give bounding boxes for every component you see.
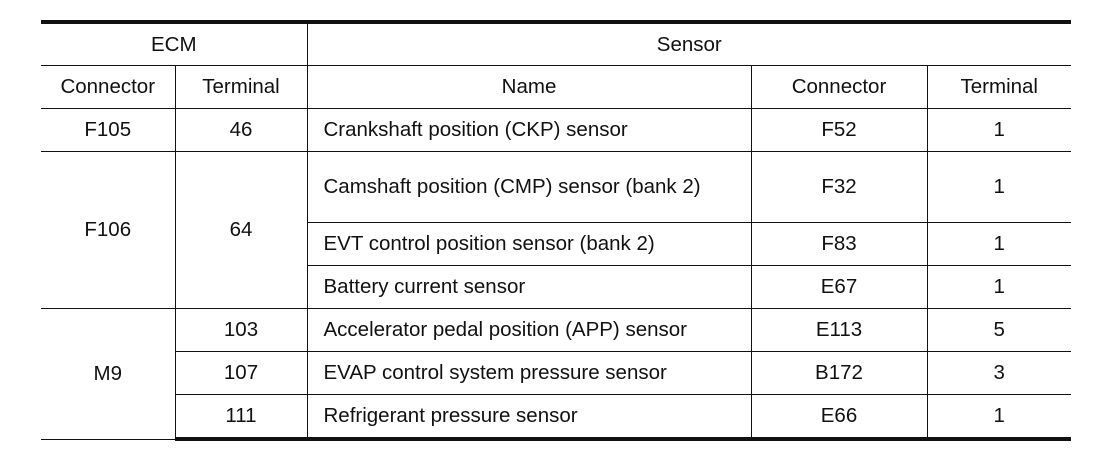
sensor-connector-header: Connector	[751, 66, 927, 109]
ecm-sensor-connection-table	[41, 20, 1071, 441]
sensor-name-cell: Crankshaft position (CKP) sensor	[307, 109, 751, 152]
sensor-connector-cell: B172	[751, 352, 927, 395]
sensor-name-cell: Refrigerant pressure sensor	[307, 395, 751, 440]
sensor-name-cell: Accelerator pedal position (APP) sensor	[307, 309, 751, 352]
sensor-terminal-cell: 1	[927, 109, 1071, 152]
sensor-name-header: Name	[307, 66, 751, 109]
table-row	[41, 309, 1071, 352]
ecm-connector-cell: F105	[41, 109, 175, 152]
ecm-connector-cell: F106	[41, 152, 175, 309]
ecm-group-header: ECM	[41, 22, 307, 66]
sensor-terminal-cell: 1	[927, 152, 1071, 223]
table-row	[41, 152, 1071, 223]
ecm-terminal-cell: 46	[175, 109, 307, 152]
table-row	[41, 109, 1071, 152]
sensor-connector-cell: F83	[751, 223, 927, 266]
sensor-connector-cell: E67	[751, 266, 927, 309]
table-row	[41, 395, 1071, 440]
sensor-connector-cell: E66	[751, 395, 927, 440]
sensor-name-cell: EVAP control system pressure sensor	[307, 352, 751, 395]
sensor-terminal-cell: 3	[927, 352, 1071, 395]
sensor-connector-cell: F32	[751, 152, 927, 223]
ecm-terminal-header: Terminal	[175, 66, 307, 109]
sensor-terminal-header: Terminal	[927, 66, 1071, 109]
sensor-terminal-cell: 5	[927, 309, 1071, 352]
ecm-terminal-cell: 64	[175, 152, 307, 309]
sensor-name-cell: Battery current sensor	[307, 266, 751, 309]
table-row	[41, 352, 1071, 395]
ecm-terminal-cell: 111	[175, 395, 307, 440]
ecm-connector-header: Connector	[41, 66, 175, 109]
sensor-terminal-cell: 1	[927, 266, 1071, 309]
column-header-row	[41, 66, 1071, 109]
sensor-name-cell: EVT control position sensor (bank 2)	[307, 223, 751, 266]
ecm-terminal-cell: 107	[175, 352, 307, 395]
ecm-connector-cell: M9	[41, 309, 175, 440]
sensor-group-header: Sensor	[307, 22, 1071, 66]
ecm-terminal-cell: 103	[175, 309, 307, 352]
sensor-connector-cell: E113	[751, 309, 927, 352]
sensor-terminal-cell: 1	[927, 223, 1071, 266]
sensor-terminal-cell: 1	[927, 395, 1071, 440]
sensor-name-cell: Camshaft position (CMP) sensor (bank 2)	[307, 152, 751, 223]
sensor-connector-cell: F52	[751, 109, 927, 152]
group-header-row	[41, 22, 1071, 66]
